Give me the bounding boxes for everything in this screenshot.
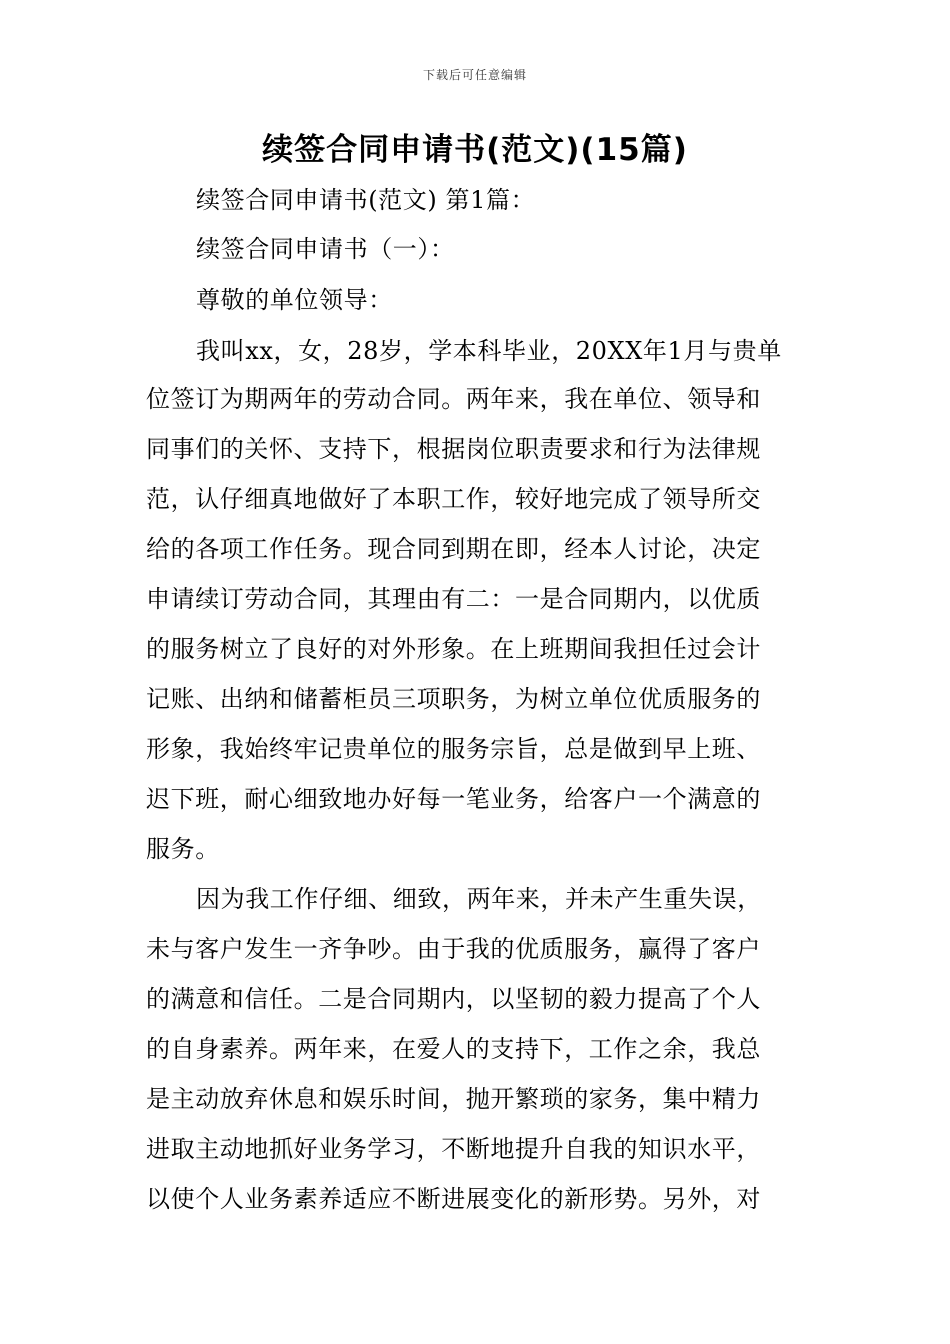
- body-line: 进取主动地抓好业务学习，不断地提升自我的知识水平，: [146, 1135, 761, 1163]
- header-note: 下载后可任意编辑: [422, 68, 527, 82]
- body-line: 的自身素养。两年来，在爱人的支持下，工作之余，我总: [146, 1035, 761, 1063]
- body-line: 以使个人业务素养适应不断进展变化的新形势。另外，对: [146, 1185, 761, 1213]
- salutation: 尊敬的单位领导：: [196, 286, 393, 314]
- section-heading: 续签合同申请书(范文) 第1篇：: [196, 186, 536, 214]
- body-line: 申请续订劳动合同，其理由有二：一是合同期内，以优质: [146, 585, 761, 613]
- body-line: 记账、出纳和储蓄柜员三项职务，为树立单位优质服务的: [146, 685, 761, 713]
- body-line: 因为我工作仔细、细致，两年来，并未产生重失误，: [196, 885, 762, 913]
- body-line: 形象，我始终牢记贵单位的服务宗旨，总是做到早上班、: [146, 735, 761, 763]
- body-line: 同事们的关怀、支持下，根据岗位职责要求和行为法律规: [146, 435, 761, 463]
- subsection-heading: 续签合同申请书（一）：: [196, 235, 455, 263]
- document-title: 续签合同申请书(范文)(15篇): [262, 132, 688, 168]
- body-line: 的满意和信任。二是合同期内，以坚韧的毅力提高了个人: [146, 985, 761, 1013]
- body-line: 是主动放弃休息和娱乐时间，抛开繁琐的家务，集中精力: [146, 1085, 761, 1113]
- body-line: 迟下班，耐心细致地办好每一笔业务，给客户一个满意的: [146, 785, 761, 813]
- body-line: 的服务树立了良好的对外形象。在上班期间我担任过会计: [146, 635, 761, 663]
- body-line: 未与客户发生一齐争吵。由于我的优质服务，赢得了客户: [146, 935, 761, 963]
- body-line: 服务。: [146, 835, 220, 863]
- body-line: 范，认仔细真地做好了本职工作，较好地完成了领导所交: [146, 485, 761, 513]
- body-line: 位签订为期两年的劳动合同。两年来，我在单位、领导和: [146, 385, 761, 413]
- body-line: 给的各项工作任务。现合同到期在即，经本人讨论，决定: [146, 535, 761, 563]
- body-line: 我叫xx，女，28岁，学本科毕业，20XX年1月与贵单: [196, 337, 782, 365]
